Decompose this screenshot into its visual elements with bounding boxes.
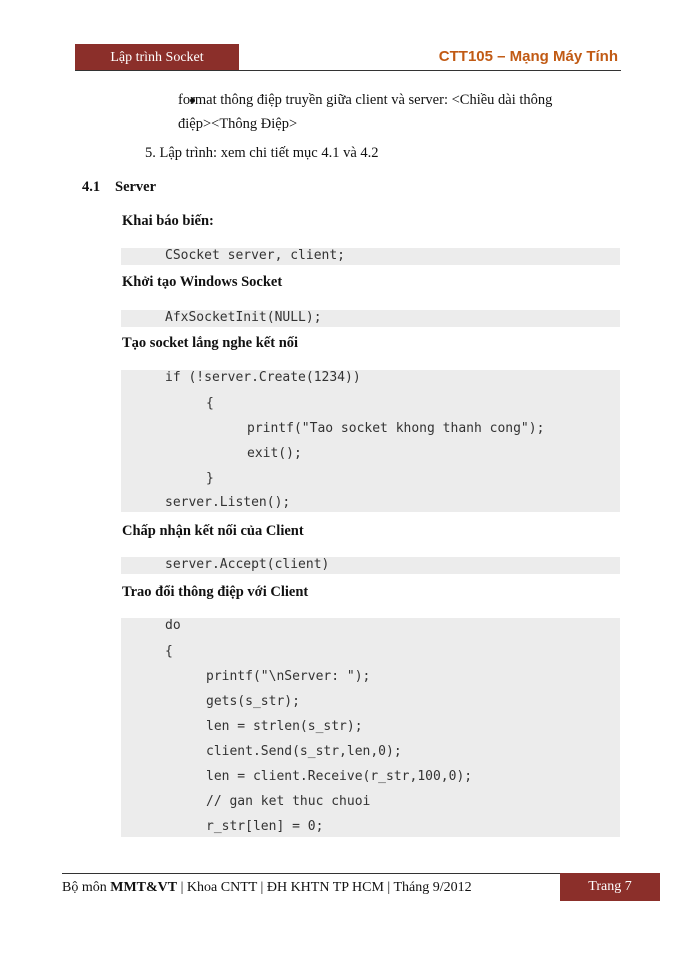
- code-line: gets(s_str);: [206, 694, 300, 709]
- code-line: }: [206, 471, 214, 486]
- code-line: r_str[len] = 0;: [206, 819, 324, 834]
- bullet-text-line-2: điệp><Thông Điệp>: [178, 116, 298, 132]
- code-block-init-socket: [121, 310, 620, 327]
- code-line: {: [165, 644, 173, 659]
- code-line: printf("Tao socket khong thanh cong");: [247, 421, 545, 436]
- code-line: if (!server.Create(1234)): [165, 370, 361, 385]
- code-block-declare-vars: [121, 248, 620, 265]
- code-line: AfxSocketInit(NULL);: [165, 310, 322, 325]
- subheading-declare-vars: Khai báo biến:: [122, 213, 214, 229]
- code-line: len = client.Receive(r_str,100,0);: [206, 769, 473, 784]
- list-item-5: 5. Lập trình: xem chi tiết mục 4.1 và 4.2: [145, 145, 379, 161]
- code-line: CSocket server, client;: [165, 248, 346, 263]
- header-course-tab: [75, 44, 239, 71]
- section-title: Server: [115, 179, 157, 195]
- section-number: 4.1: [82, 179, 101, 195]
- code-block-accept-client: [121, 557, 620, 574]
- code-block-exchange-messages: [121, 618, 620, 837]
- bullet-text-line-1: format thông điệp truyền giữa client và server: <Chiều dài thông: [178, 92, 553, 108]
- subheading-create-listen: Tạo socket lắng nghe kết nối: [122, 335, 299, 351]
- header-divider: [75, 70, 621, 71]
- code-comment-line: // gan ket thuc chuoi: [206, 794, 371, 809]
- header-course-title: CTT105 – Mạng Máy Tính: [438, 48, 618, 65]
- footer-rest: | Khoa CNTT | ĐH KHTN TP HCM | Tháng 9/2012: [177, 880, 472, 895]
- footer-info: [62, 880, 472, 896]
- code-line: exit();: [247, 446, 302, 461]
- code-line: server.Accept(client): [165, 557, 330, 572]
- code-line: client.Send(s_str,len,0);: [206, 744, 402, 759]
- subheading-accept-client: Chấp nhận kết nối của Client: [122, 523, 304, 539]
- page-number: Trang 7: [588, 879, 632, 894]
- header-course-label: Lập trình Socket: [110, 49, 204, 65]
- code-line: {: [206, 396, 214, 411]
- code-line: server.Listen();: [165, 495, 291, 510]
- subheading-exchange-messages: Trao đổi thông điệp với Client: [122, 584, 309, 600]
- code-line: do: [165, 618, 181, 633]
- page-number-tab: [560, 873, 660, 901]
- code-block-create-listen: [121, 370, 620, 512]
- footer-dept: MMT&VT: [110, 880, 178, 895]
- subheading-init-socket: Khởi tạo Windows Socket: [122, 274, 283, 290]
- footer-prefix: Bộ môn: [62, 880, 111, 895]
- code-line: printf("\nServer: ");: [206, 669, 371, 684]
- code-line: len = strlen(s_str);: [206, 719, 363, 734]
